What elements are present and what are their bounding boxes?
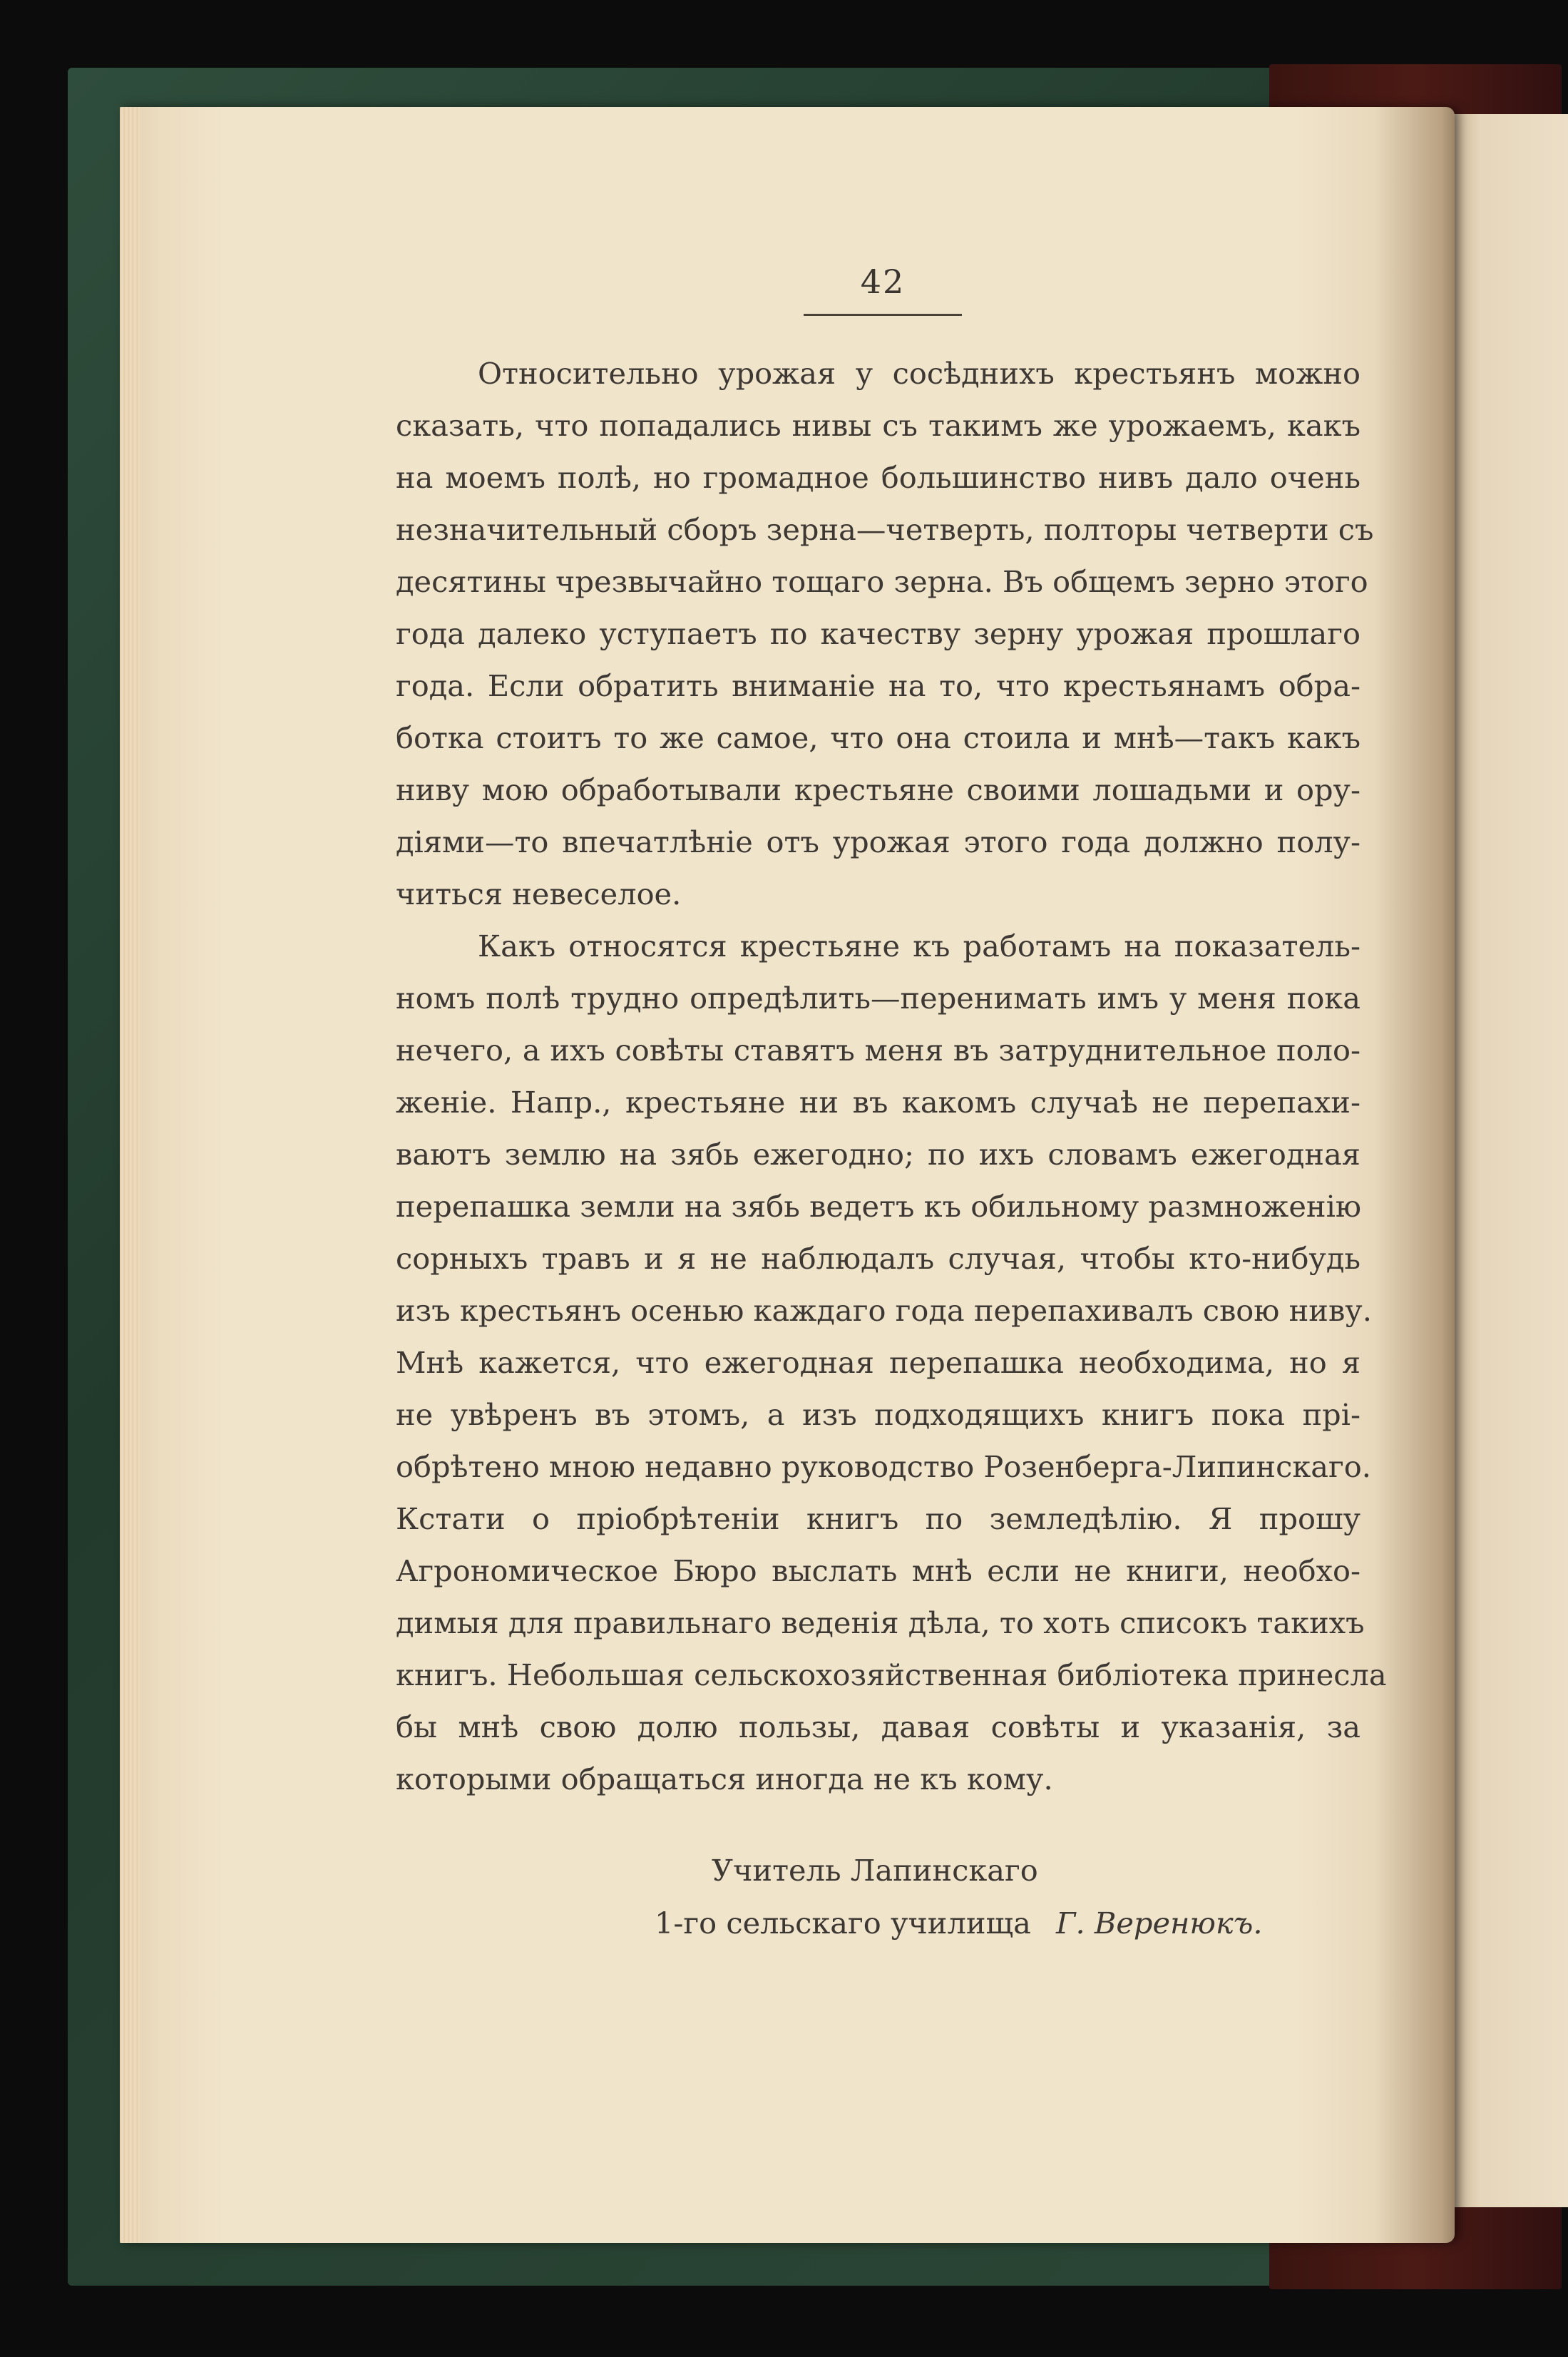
paragraph-2 bbox=[396, 920, 1387, 1805]
text-line: читься невеселое. bbox=[396, 876, 682, 911]
text-line: женіе. Напр., крестьяне ни въ какомъ случаѣ не перепахи- bbox=[396, 1085, 1361, 1120]
text-line: нечего, а ихъ совѣты ставятъ меня въ затруднительное поло- bbox=[396, 1033, 1361, 1068]
text-line: на моемъ полѣ, но громадное большинство нивъ дало очень bbox=[396, 460, 1361, 495]
page-stack-edge bbox=[120, 107, 140, 2243]
text-line: ботка стоитъ то же самое, что она стоила и мнѣ—такъ какъ bbox=[396, 720, 1361, 755]
text-line: димыя для правильнаго веденія дѣла, то хоть списокъ такихъ bbox=[396, 1605, 1365, 1640]
text-line: года далеко уступаетъ по качеству зерну урожая прошлаго bbox=[396, 616, 1361, 651]
paragraph-1 bbox=[396, 347, 1374, 920]
text-line: не увѣренъ въ этомъ, а изъ подходящихъ книгъ пока прі- bbox=[396, 1397, 1361, 1432]
text-line: года. Если обратить вниманіе на то, что крестьянамъ обра- bbox=[396, 668, 1361, 703]
text-line: десятины чрезвычайно тощаго зерна. Въ общемъ зерно этого bbox=[396, 564, 1368, 599]
text-line: Мнѣ кажется, что ежегодная перепашка необходима, но я bbox=[396, 1345, 1361, 1380]
text-line: Какъ относятся крестьяне къ работамъ на показатель- bbox=[478, 929, 1361, 963]
text-line: книгъ. Небольшая сельскохозяйственная библіотека принесла bbox=[396, 1657, 1387, 1692]
signature-name: Г. Веренюкъ. bbox=[1056, 1906, 1263, 1941]
text-line: діями—то впечатлѣніе отъ урожая этого года должно полу- bbox=[396, 824, 1361, 859]
page-number-rule bbox=[804, 314, 962, 316]
text-line: сказать, что попадались нивы съ такимъ же урожаемъ, какъ bbox=[396, 408, 1361, 443]
text-line: Кстати о пріобрѣтеніи книгъ по земледѣлію. Я прошу bbox=[396, 1501, 1361, 1536]
text-line: перепашка земли на зябь ведетъ къ обильному размноженію bbox=[396, 1189, 1361, 1224]
text-line: незначительный сборъ зерна—четверть, полторы четверти съ bbox=[396, 512, 1374, 547]
signature-line bbox=[655, 1906, 1263, 1941]
text-line: обрѣтено мною недавно руководство Розенберга-Липинскаго. bbox=[396, 1449, 1371, 1484]
text-line: Относительно урожая у сосѣднихъ крестьянъ можно bbox=[478, 356, 1361, 391]
text-line: изъ крестьянъ осенью каждаго года перепахивалъ свою ниву. bbox=[396, 1293, 1372, 1328]
facing-page-edge bbox=[1451, 114, 1568, 2207]
signature-title: Учитель Лапинскаго bbox=[712, 1853, 1038, 1888]
text-line: номъ полѣ трудно опредѣлить—перенимать имъ у меня пока bbox=[396, 981, 1361, 1016]
body-text bbox=[396, 347, 1387, 1805]
text-line: ниву мою обработывали крестьяне своими лошадьми и ору- bbox=[396, 772, 1361, 807]
text-line: сорныхъ травъ и я не наблюдалъ случая, чтобы кто-нибудь bbox=[396, 1241, 1361, 1276]
text-line: Агрономическое Бюро выслать мнѣ если не книги, необхо- bbox=[396, 1553, 1361, 1588]
signature-school: 1-го сельскаго училища bbox=[655, 1906, 1031, 1941]
text-line: которыми обращаться иногда не къ кому. bbox=[396, 1762, 1053, 1796]
text-line: ваютъ землю на зябь ежегодно; по ихъ словамъ ежегодная bbox=[396, 1137, 1361, 1172]
page-number: 42 bbox=[860, 262, 906, 301]
text-line: бы мнѣ свою долю пользы, давая совѣты и указанія, за bbox=[396, 1709, 1361, 1744]
